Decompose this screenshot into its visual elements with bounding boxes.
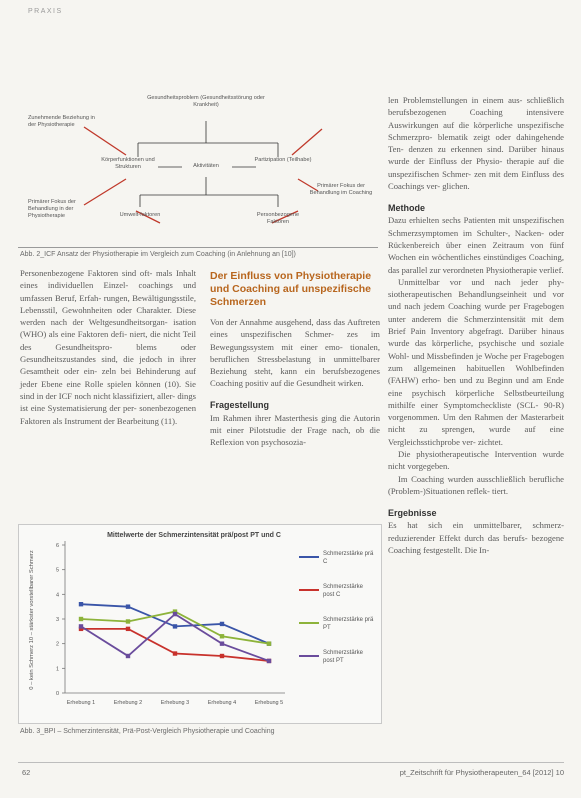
chart-x-tick-label: Erhebung 5: [254, 700, 284, 706]
right-paragraph-2: Dazu erhielten sechs Patienten mit unspezifischen Schmerzsymptomen im Schulter-, Nacken- oder Rückenbereich über einen Zeitraum von fünf Wochen ein wöchentliches einstündiges Coaching, das parallel zur verordneten Physiotherapie verlief.: [388, 215, 564, 275]
chart-x-tick-label: Erhebung 1: [66, 700, 96, 706]
right-paragraph-6: Es hat sich ein unmittelbarer, schmerz- reduzierender Effekt durch das berufs- bezogene Coaching festgestellt. Die In-: [388, 520, 564, 555]
chart-y-tick-label: 5: [55, 567, 59, 574]
page-number: 62: [22, 768, 31, 777]
right-paragraph-5: Im Coaching wurden ausschließlich berufliche (Problem-)Situationen reflek- tiert.: [388, 473, 564, 496]
chart-title: Mittelwerte der Schmerzintensität prä/post PT und C: [107, 532, 281, 539]
chart-x-tick-label: Erhebung 3: [160, 700, 190, 706]
left-column: [20, 267, 196, 427]
diagram-coaching-focus: Primärer Fokus der Behandlung im Coaching: [309, 183, 373, 196]
middle-column: [210, 270, 380, 449]
diagram-relation-label: Zunehmende Beziehung in der Physiotherapie: [28, 115, 95, 128]
chart-y-tick-label: 3: [55, 617, 59, 623]
heading-ergebnisse: Ergebnisse: [388, 508, 437, 519]
chart-data-point: [79, 617, 83, 621]
middle-paragraph-2: Im Rahmen ihrer Masterthesis ging die Autorin mit einer Pilotstudie der Frage nach, ob die Reflexion von psychosozia-: [210, 412, 380, 448]
chart-x-tick-label: Erhebung 2: [113, 700, 143, 706]
chart-data-point: [126, 654, 130, 658]
middle-paragraph-1: Von der Annahme ausgehend, dass das Auftreten eines unspezifischen Schmer- zes im Bewegungssystem mit einer emo- tionalen, beruflichen Stressbelastung in unmittelbarer Beziehung steht, kann ein berufsbezogenes Coaching positiv auf die Gesundheit wirken.: [210, 317, 380, 389]
legend-label: Schmerzstärke prä PT: [323, 617, 374, 631]
chart-y-label: 0 – kein Schmerz 10 – stärkster vorstellbarer Schmerz: [29, 550, 35, 690]
chart-x-tick-label: Erhebung 4: [207, 700, 237, 706]
chart-data-point: [220, 654, 224, 658]
chart-data-point: [220, 641, 224, 645]
chart-data-point: [79, 602, 83, 606]
chart-legend: [299, 551, 375, 683]
journal-reference: pt_Zeitschrift für Physiotherapeuten_64 [2012] 10: [399, 768, 564, 777]
chart-y-tick-label: 6: [55, 543, 59, 549]
chart-data-point: [220, 622, 224, 626]
diagram-environment: Umwelt-faktoren: [119, 212, 161, 218]
legend-swatch: [299, 556, 319, 558]
right-paragraph-3: Unmittelbar vor und nach jeder phy- siotherapeutischen Behandlungseinheit und vor und nach jedem Coaching wurde per Fragebogen unter anderem die Schmerzintensität mit dem Brief Pain Inventory abgefragt. Darüber hinaus wurde das körperliche, psychische und soziale Wohl- und Missbefinden je Woche per Fragebogen zum allgemeinen habituellen Wohlbefinden (FAHW) erho- ben und zu Beginn und am Ende eine psychisch körperliche Selbstbeurteilung mithilfe einer Symptomcheckliste (SCL- 90-R) vorgenommen. Um den Rahmen der Masterarbeit nicht zu sprengen, wurde auf eine Vergleichsstichprobe ver- zichtet.: [388, 276, 564, 447]
legend-swatch: [299, 655, 319, 657]
diagram-body-functions: Körperfunktionen und Strukturen: [101, 157, 155, 170]
chart-data-point: [126, 604, 130, 608]
figure-rule: [18, 247, 378, 248]
chart-y-tick-label: 0: [55, 691, 59, 697]
diagram-participation: Partizipation (Teilhabe): [254, 157, 312, 163]
legend-item: [299, 551, 375, 566]
legend-item: [299, 650, 375, 665]
right-paragraph-4: Die physiotherapeutische Intervention wurde nicht vorgegeben.: [388, 449, 564, 472]
right-column: [388, 94, 564, 556]
chart-data-point: [79, 624, 83, 628]
article-heading: Der Einfluss von Physiotherapie und Coaching auf unspezifische Schmerzen: [210, 270, 372, 308]
chart-data-point: [267, 659, 271, 663]
icf-diagram: [28, 95, 378, 235]
heading-methode: Methode: [388, 203, 425, 214]
chart-data-point: [173, 651, 177, 655]
chart-data-point: [126, 619, 130, 623]
figure-2-caption: Abb. 2_ICF Ansatz der Physiotherapie im Vergleich zum Coaching (in Anlehnung an [10]): [20, 251, 296, 258]
subheading-fragestellung: Fragestellung: [210, 399, 270, 410]
chart-y-tick-label: 2: [55, 641, 59, 648]
legend-item: [299, 617, 375, 632]
chart-data-point: [173, 624, 177, 628]
chart-y-tick-label: 4: [55, 592, 59, 599]
footer-rule: [18, 762, 564, 763]
chart-data-point: [267, 641, 271, 645]
chart-figure: [18, 524, 382, 724]
legend-label: Schmerzstärke post PT: [323, 650, 364, 664]
section-kicker: PRAXIS: [28, 8, 63, 15]
legend-item: [299, 584, 375, 599]
left-paragraph: Personenbezogene Faktoren sind oft- mals Inhalt eines individuellen Einzel- coachings und umfassen Beruf, Erfah- rungen, Bewältigungsstile, Lebensstil, Gewohnheiten oder Charakter. Diese werden nach der Weltgesundheitsorgan- isation (WHO) als eine Faktoren defi- niert, die nicht Teil des Gesundheitspro- blems oder Gesundheitszustandes sind, die jedoch in ihrer Gesamtheit oder ein- zeln bei Behinderung auf jeder Ebene eine Rolle spielen können (10). Sie sind in der ICF noch nicht klassifiziert, aller- dings ist eine Systematisierung der per- sonenbezogenen Faktoren als Instrument der Bearbeitung (11).: [20, 268, 196, 426]
diagram-activities: Aktivitäten: [193, 163, 219, 169]
diagram-personal-factors: Personbezogene Faktoren: [256, 212, 300, 225]
chart-y-tick-label: 1: [55, 666, 59, 673]
legend-label: Schmerzstärke post C: [323, 584, 364, 598]
figure-3-caption: Abb. 3_BPI – Schmerzintensität, Prä-Post-Vergleich Physiotherapie und Coaching: [20, 728, 275, 735]
right-paragraph-1: len Problemstellungen in einem aus- schließlich berufsbezogenen Coaching intensivere Auswirkungen auf die körperliche unspezifische Schmerzpro- blematik zeigt oder dahingehende Ten- denzen zu erkennen sind. Darüber hinaus wurde der Einfluss der Physio- therapie auf die unspezifischen Schmer- zen mit dem Einfluss des Coachings ver- glichen.: [388, 95, 564, 192]
chart-data-point: [126, 627, 130, 631]
chart-data-point: [173, 612, 177, 616]
legend-swatch: [299, 622, 319, 624]
legend-swatch: [299, 589, 319, 591]
diagram-physio-focus: Primärer Fokus der Behandlung in der Physiotherapie: [28, 199, 76, 219]
legend-label: Schmerzstärke prä C: [323, 551, 374, 565]
chart-data-point: [220, 634, 224, 638]
diagram-health-problem: Gesundheitsproblem (Gesundheitsstörung oder Krankheit): [147, 95, 265, 108]
